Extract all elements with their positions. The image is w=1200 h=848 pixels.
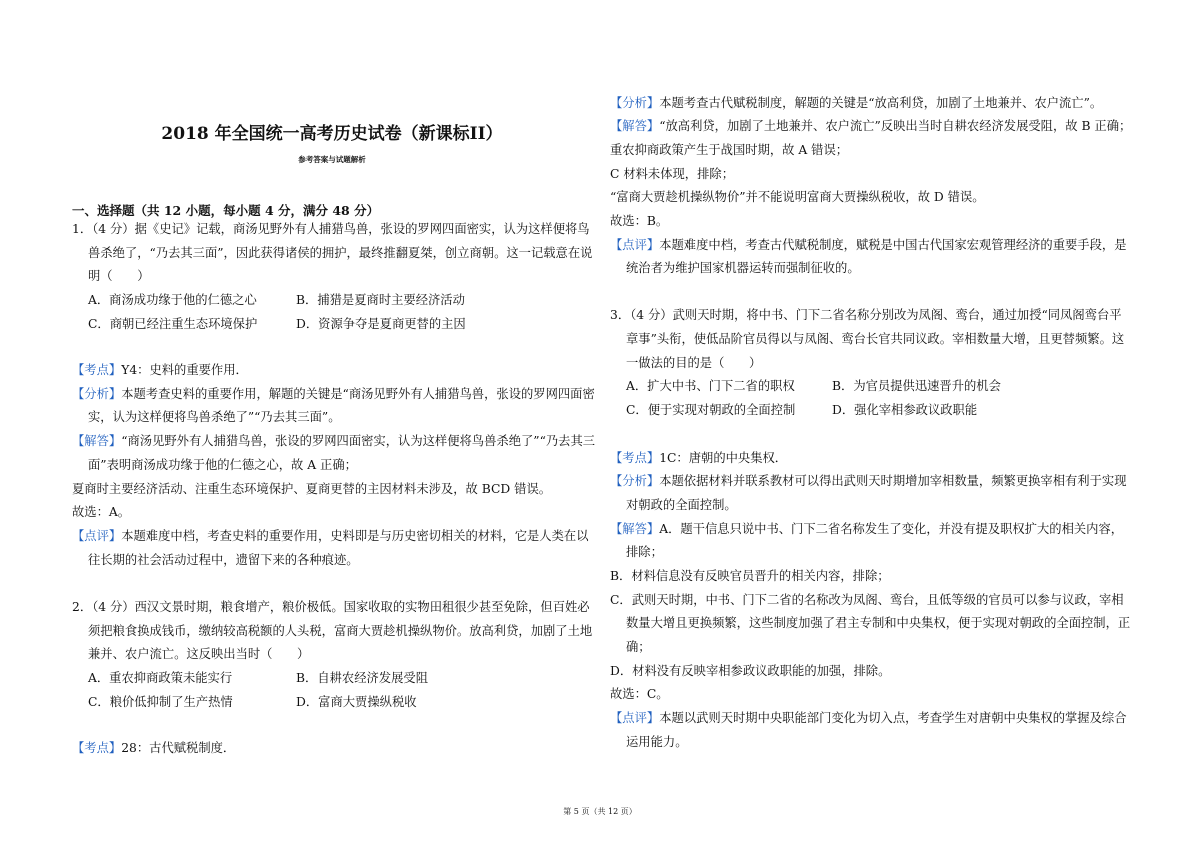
q3-jieda-cont: 排除； — [626, 545, 663, 559]
q2-jieda — [610, 118, 1131, 134]
jieda-tag: 【解答】 — [610, 522, 660, 536]
q1-dianping-cont: 往长期的社会活动过程中，遗留下来的各种痕迹。 — [88, 553, 359, 567]
q1-option-d: D．资源争夺是夏商更替的主因 — [296, 317, 466, 331]
q1-dianping — [72, 528, 589, 544]
section-heading: 一、选择题（共 12 小题，每小题 4 分，满分 48 分） — [72, 203, 380, 218]
q1-option-c: C．商朝已经注重生态环境保护 — [88, 317, 258, 331]
q1-option-a: A．商汤成功缘于他的仁德之心 — [88, 293, 257, 307]
q3-fenxi — [610, 473, 1127, 489]
q3-option-a: A．扩大中书、门下二省的职权 — [626, 379, 795, 393]
kaodian-tag: 【考点】 — [72, 363, 122, 377]
q3-kaodian — [610, 450, 787, 466]
jieda-tag: 【解答】 — [610, 119, 660, 133]
q3-answer: 故选：C。 — [610, 687, 669, 701]
q1-answer: 故选：A。 — [72, 505, 131, 519]
q3-jieda-cont: 确； — [626, 640, 651, 654]
fenxi-tag: 【分析】 — [72, 387, 122, 401]
q2-fenxi-text: 本题考查古代赋税制度，解题的关键是“放高利贷，加剧了土地兼并、农户流亡”。 — [659, 96, 1103, 110]
q1-fenxi-cont: 实，认为这样便将鸟兽杀绝了”“乃去其三面”。 — [88, 410, 341, 424]
q2-option-d: D．富商大贾操纵税收 — [296, 695, 417, 709]
q3-stem-line: 一做法的目的是（ ） — [626, 356, 762, 370]
q2-fenxi — [610, 95, 1102, 111]
q1-stem-line: 兽杀绝了，“乃去其三面”，因此获得诸侯的拥护，最终推翻夏桀，创立商朝。这一记载意在说 — [88, 246, 593, 260]
q3-stem-line: 3．（4 分）武则天时期，将中书、门下二省名称分别改为凤阁、鸾台，通过加授“同凤阁鸾台平 — [610, 308, 1122, 322]
q3-option-b: B．为官员提供迅速晋升的机会 — [832, 379, 1001, 393]
q1-kaodian — [72, 362, 248, 378]
q3-jieda-text: A．题干信息只说中书、门下二省名称发生了变化，并没有提及职权扩大的相关内容， — [659, 522, 1124, 536]
q3-jieda — [610, 521, 1123, 537]
dianping-tag: 【点评】 — [610, 238, 660, 252]
q2-stem-line: 兼并、农户流亡。这反映出当时（ ） — [88, 647, 310, 661]
q2-dianping — [610, 237, 1127, 253]
q3-dianping-text: 本题以武则天时期中央职能部门变化为切入点，考查学生对唐朝中央集权的掌握及综合 — [659, 711, 1127, 725]
q1-dianping-text: 本题难度中档，考查史料的重要作用，史料即是与历史密切相关的材料，它是人类在以 — [121, 529, 589, 543]
q3-fenxi-text: 本题依据材料并联系教材可以得出武则天时期增加宰相数量，频繁更换宰相有利于实现 — [659, 474, 1127, 488]
q3-stem-line: 章事”头衔，使低品阶官员得以与凤阁、鸾台长官共同议政。宰相数量大增，且更替频繁。这 — [626, 332, 1125, 346]
q2-jieda-cont: 重农抑商政策产生于战国时期，故 A 错误； — [610, 143, 849, 157]
q3-fenxi-cont: 对朝政的全面控制。 — [626, 498, 737, 512]
q2-stem-line: 2．（4 分）西汉文景时期，粮食增产，粮价极低。国家收取的实物田租很少甚至免除，但百姓必 — [72, 600, 590, 614]
q2-jieda-cont: C 材料未体现，排除； — [610, 167, 734, 181]
kaodian-tag: 【考点】 — [610, 451, 660, 465]
q2-stem-line: 须把粮食换成钱币，缴纳较高税额的人头税，富商大贾趁机操纵物价。放高利贷，加剧了土地 — [88, 624, 593, 638]
q3-option-d: D．强化宰相参政议政职能 — [832, 403, 978, 417]
q2-kaodian-text: 28：古代赋税制度． — [121, 741, 236, 755]
kaodian-tag: 【考点】 — [72, 741, 122, 755]
page-footer: 第 5 页（共 12 页） — [563, 807, 637, 816]
q1-jieda-text: “商汤见野外有人捕猎鸟兽，张设的罗网四面密实，认为这样便将鸟兽杀绝了”“乃去其三 — [121, 434, 596, 448]
q2-dianping-text: 本题难度中档，考查古代赋税制度，赋税是中国古代国家宏观管理经济的重要手段，是 — [659, 238, 1127, 252]
q3-kaodian-text: 1C：唐朝的中央集权． — [659, 451, 788, 465]
q2-option-b: B．自耕农经济发展受阻 — [296, 671, 429, 685]
q2-answer: 故选：B。 — [610, 214, 669, 228]
dianping-tag: 【点评】 — [72, 529, 122, 543]
q1-jieda-cont: 面”表明商汤成功缘于他的仁德之心，故 A 正确； — [88, 458, 357, 472]
fenxi-tag: 【分析】 — [610, 474, 660, 488]
q3-jieda-cont: D．材料没有反映宰相参政议政职能的加强，排除。 — [610, 664, 891, 678]
fenxi-tag: 【分析】 — [610, 96, 660, 110]
q1-option-b: B．捕猎是夏商时主要经济活动 — [296, 293, 465, 307]
q1-stem-line: 1．（4 分）据《史记》记载，商汤见野外有人捕猎鸟兽，张设的罗网四面密实，认为这样便将鸟 — [72, 222, 590, 236]
q1-jieda — [72, 433, 595, 449]
q2-jieda-text: “放高利贷，加剧了土地兼并、农户流亡”反映出当时自耕农经济发展受阻，故 B 正确； — [659, 119, 1132, 133]
q2-option-a: A．重农抑商政策未能实行 — [88, 671, 233, 685]
q2-option-c: C．粮价低抑制了生产热情 — [88, 695, 233, 709]
q3-jieda-cont: C．武则天时期，中书、门下二省的名称改为凤阁、鸾台，且低等级的官员可以参与议政，宰相 — [610, 593, 1124, 607]
q3-option-c: C．便于实现对朝政的全面控制 — [626, 403, 796, 417]
q1-kaodian-text: Y4：史料的重要作用． — [121, 363, 248, 377]
q3-dianping — [610, 710, 1127, 726]
dianping-tag: 【点评】 — [610, 711, 660, 725]
q2-jieda-cont: “富商大贾趁机操纵物价”并不能说明富商大贾操纵税收，故 D 错误。 — [610, 190, 985, 204]
q3-jieda-cont: B．材料信息没有反映官员晋升的相关内容，排除； — [610, 569, 890, 583]
q1-stem-line: 明（ ） — [88, 269, 150, 283]
q3-dianping-cont: 运用能力。 — [626, 735, 688, 749]
q2-dianping-cont: 统治者为维护国家机器运转而强制征收的。 — [626, 261, 860, 275]
q2-kaodian — [72, 740, 235, 756]
q3-jieda-cont: 数量大增且更换频繁，这些制度加强了君主专制和中央集权，便于实现对朝政的全面控制，正 — [626, 616, 1131, 630]
q1-fenxi-text: 本题考查史料的重要作用，解题的关键是“商汤见野外有人捕猎鸟兽，张设的罗网四面密 — [121, 387, 595, 401]
q1-fenxi — [72, 386, 595, 402]
jieda-tag: 【解答】 — [72, 434, 122, 448]
q1-jieda-cont: 夏商时主要经济活动、注重生态环境保护、夏商更替的主因材料未涉及，故 BCD 错误。 — [72, 482, 552, 496]
page-subtitle: 参考答案与试题解析 — [298, 155, 366, 164]
page-title: 2018 年全国统一高考历史试卷（新课标II） — [161, 124, 503, 144]
